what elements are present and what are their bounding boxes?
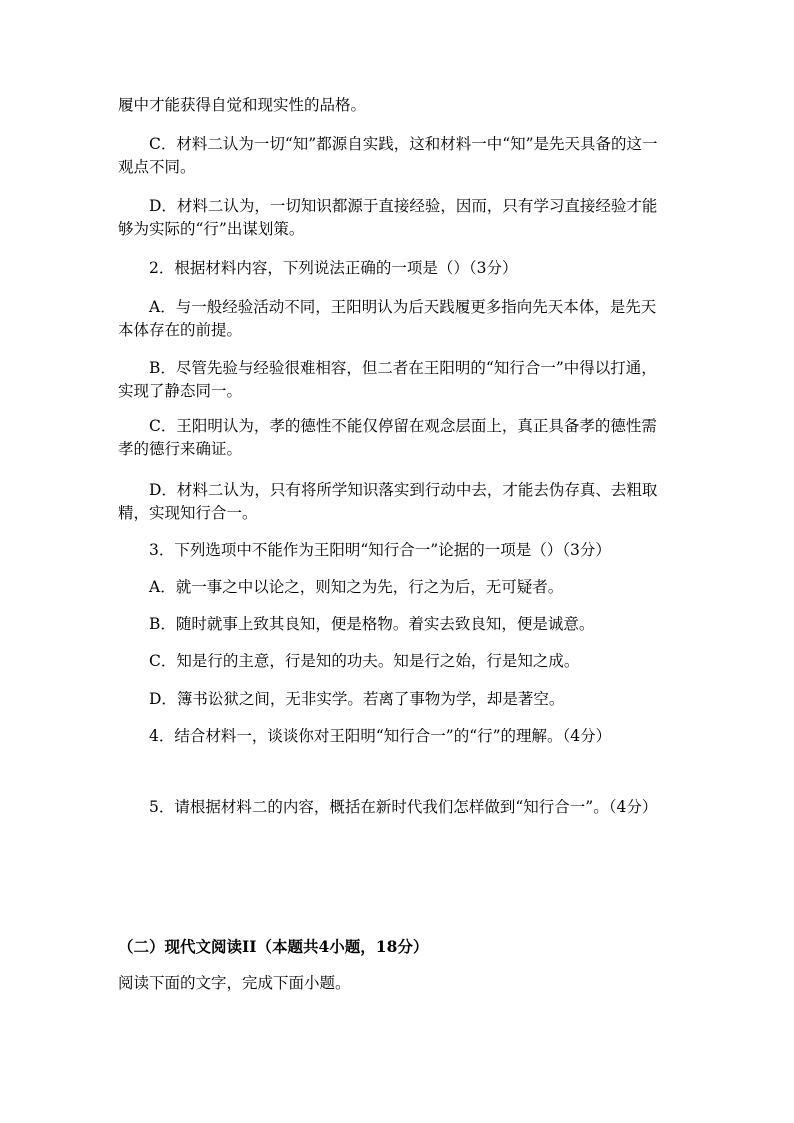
question-3: 3．下列选项中不能作为王阳明“知行合一”论据的一项是（）（3分） — [149, 541, 611, 559]
q2-option-a-line-2: 本体存在的前提。 — [118, 321, 243, 339]
question-5: 5．请根据材料二的内容，概括在新时代我们怎样做到“知行合一”。（4分） — [149, 798, 658, 816]
question-4: 4．结合材料一，谈谈你对王阳明“知行合一”的“行”的理解。（4分） — [149, 727, 612, 745]
q3-option-c: C．知是行的主意，行是知的功夫。知是行之始，行是知之成。 — [149, 652, 580, 670]
q3-option-a: A．就一事之中以论之，则知之为先，行之为后，无可疑者。 — [149, 578, 564, 596]
q3-option-b: B．随时就事上致其良知，便是格物。着实去致良知，便是诚意。 — [149, 615, 595, 633]
q2-option-c-line-1: C．王阳明认为，孝的德性不能仅停留在观念层面上，真正具备孝的德性需 — [149, 417, 657, 435]
q2-option-d-line-1: D．材料二认为，只有将所学知识落实到行动中去，才能去伪存真、去粗取 — [149, 481, 658, 499]
q2-option-b-line-1: B．尽管先验与经验很难相容，但二者在王阳明的“知行合一”中得以打通， — [149, 359, 657, 377]
q2-option-c-line-2: 孝的德行来确证。 — [118, 440, 243, 458]
text-line: 履中才能获得自觉和现实性的品格。 — [118, 96, 367, 114]
question-2: 2．根据材料内容，下列说法正确的一项是（）（3分） — [149, 259, 518, 277]
section-instruction: 阅读下面的文字，完成下面小题。 — [118, 974, 351, 992]
option-c-line-1: C．材料二认为一切“知”都源自实践，这和材料一中“知”是先天具备的这一 — [149, 135, 658, 153]
section-heading: （二）现代文阅读II（本题共4小题，18分） — [118, 937, 429, 956]
option-c-line-2: 观点不同。 — [118, 158, 196, 176]
q2-option-a-line-1: A．与一般经验活动不同，王阳明认为后天践履更多指向先天本体，是先天 — [149, 298, 657, 316]
option-d-line-2: 够为实际的“行”出谋划策。 — [118, 220, 305, 238]
option-d-line-1: D．材料二认为，一切知识都源于直接经验，因而，只有学习直接经验才能 — [149, 197, 658, 215]
q2-option-b-line-2: 实现了静态同一。 — [118, 382, 243, 400]
q2-option-d-line-2: 精，实现知行合一。 — [118, 504, 258, 522]
q3-option-d: D．簿书讼狱之间，无非实学。若离了事物为学，却是著空。 — [149, 690, 565, 708]
